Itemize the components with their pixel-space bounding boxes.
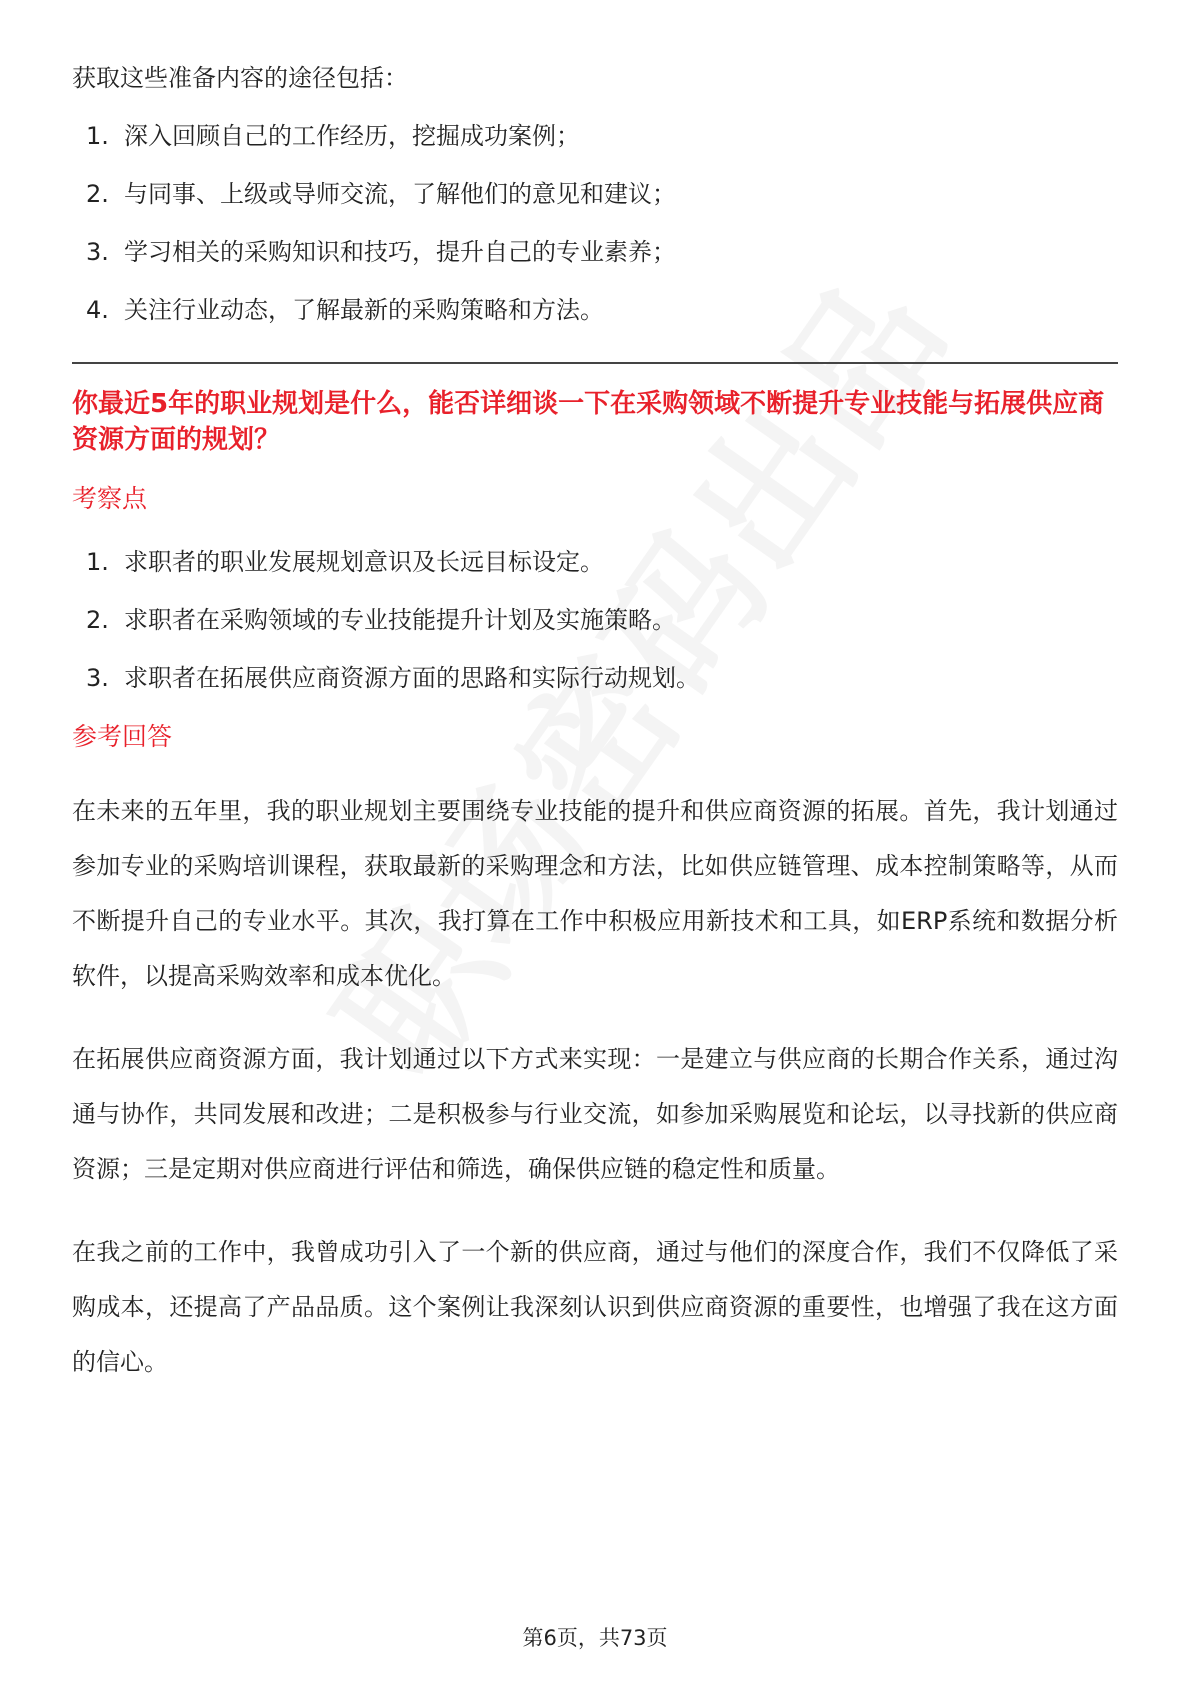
page-footer: 第6页，共73页	[522, 1626, 668, 1650]
list-item	[72, 178, 1118, 210]
section-divider	[72, 362, 1118, 364]
list-number: 1.	[86, 548, 109, 576]
list-number: 2.	[86, 606, 109, 634]
answer-paragraph: 在拓展供应商资源方面，我计划通过以下方式来实现：一是建立与供应商的长期合作关系，通过沟通与协作，共同发展和改进；二是积极参与行业交流，如参加采购展览和论坛，以寻找新的供应商资源；三是定期对供应商进行评估和筛选，确保供应链的稳定性和质量。	[72, 1045, 1118, 1183]
list-item-text: 求职者的职业发展规划意识及长远目标设定。	[124, 548, 604, 576]
answer-paragraph: 在我之前的工作中，我曾成功引入了一个新的供应商，通过与他们的深度合作，我们不仅降低了采购成本，还提高了产品品质。这个案例让我深刻认识到供应商资源的重要性，也增强了我在这方面的信心。	[72, 1238, 1118, 1376]
list-item	[72, 236, 1118, 268]
page-content	[72, 58, 1118, 1418]
list-item-text: 求职者在采购领域的专业技能提升计划及实施策略。	[124, 606, 676, 634]
list-number: 4.	[86, 296, 109, 324]
list-item	[72, 120, 1118, 152]
list-item-text: 深入回顾自己的工作经历，挖掘成功案例；	[124, 122, 580, 150]
question-heading: 你最近5年的职业规划是什么，能否详细谈一下在采购领域不断提升专业技能与拓展供应商资源方面的规划？	[72, 389, 1105, 455]
answer-title: 参考回答	[72, 722, 173, 751]
list-item	[72, 662, 1118, 694]
list-number: 3.	[86, 238, 109, 266]
points-list	[72, 546, 1118, 694]
list-number: 1.	[86, 122, 109, 150]
list-item-text: 与同事、上级或导师交流，了解他们的意见和建议；	[124, 180, 676, 208]
list-item	[72, 604, 1118, 636]
answer-paragraph: 在未来的五年里，我的职业规划主要围绕专业技能的提升和供应商资源的拓展。首先，我计划通过参加专业的采购培训课程，获取最新的采购理念和方法，比如供应链管理、成本控制策略等，从而不断提升自己的专业水平。其次，我打算在工作中积极应用新技术和工具，如ERP系统和数据分析软件，以提高采购效率和成本优化。	[72, 797, 1118, 990]
list-number: 3.	[86, 664, 109, 692]
list-item	[72, 294, 1118, 326]
list-item-text: 求职者在拓展供应商资源方面的思路和实际行动规划。	[124, 664, 700, 692]
list-item-text: 关注行业动态，了解最新的采购策略和方法。	[124, 296, 604, 324]
points-title: 考察点	[72, 484, 148, 513]
ways-list	[72, 120, 1118, 326]
intro-text: 获取这些准备内容的途径包括：	[72, 64, 408, 92]
list-item-text: 学习相关的采购知识和技巧，提升自己的专业素养；	[124, 238, 676, 266]
list-item	[72, 546, 1118, 578]
list-number: 2.	[86, 180, 109, 208]
